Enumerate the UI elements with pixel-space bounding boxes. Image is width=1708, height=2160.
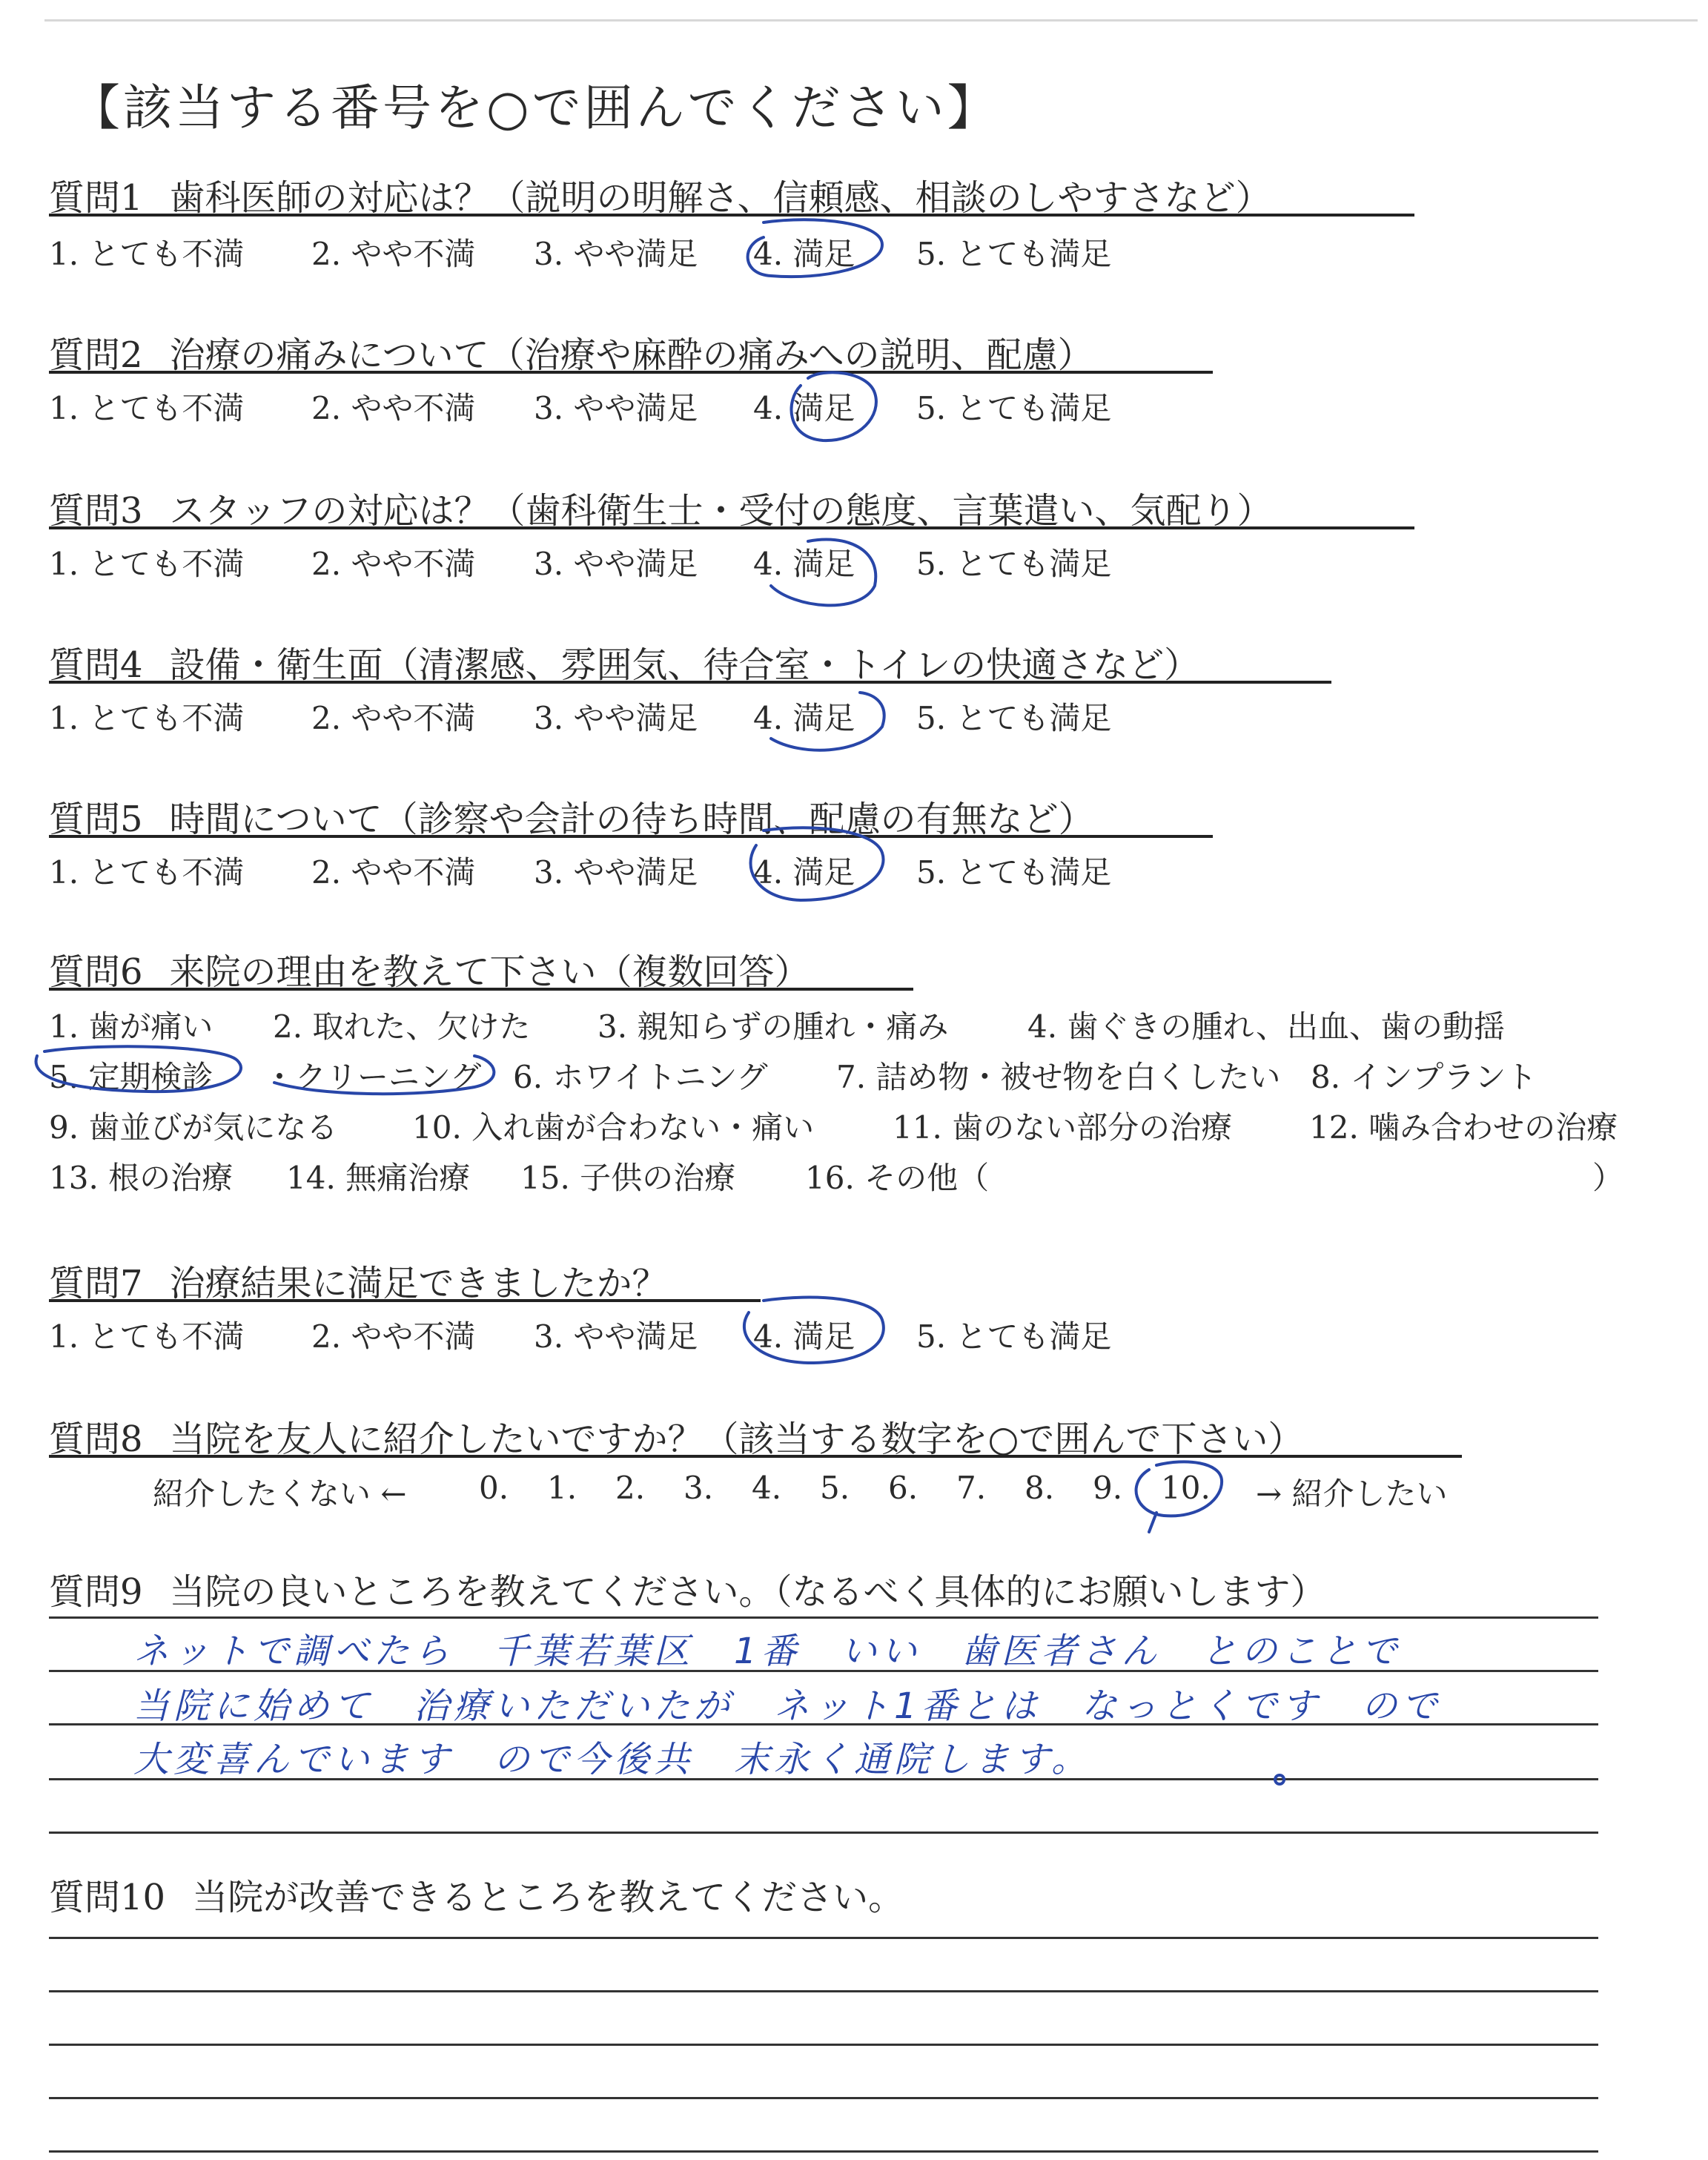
q3-option-2[interactable]: 2. やや不満 <box>311 546 476 582</box>
q7-selection-circle <box>744 1298 884 1363</box>
q7-option-5[interactable]: 5. とても満足 <box>916 1318 1112 1355</box>
q8-low-label: 紹介したくない ← <box>153 1476 407 1512</box>
q8-score-1[interactable]: 1. <box>547 1470 577 1506</box>
q6-item-1[interactable]: 1. 歯が痛い <box>49 1008 214 1045</box>
q7-option-1[interactable]: 1. とても不満 <box>49 1318 245 1355</box>
q8-score-3[interactable]: 3. <box>683 1470 714 1506</box>
q1-option-5[interactable]: 5. とても満足 <box>916 236 1112 272</box>
q8-score-10[interactable]: 10. <box>1161 1470 1211 1506</box>
q2-option-4[interactable]: 4. 満足 <box>753 390 855 426</box>
question-2-text: 治療の痛みについて（治療や麻酔の痛みへの説明、配慮） <box>169 334 1093 376</box>
q6-item-7[interactable]: 7. 詰め物・被せ物を白くしたい <box>836 1059 1281 1095</box>
question-4-text: 設備・衛生面（清潔感、雰囲気、待合室・トイレの快適さなど） <box>169 644 1200 686</box>
question-8-text: 当院を友人に紹介したいですか？（該当する数字を○で囲んで下さい） <box>169 1418 1304 1460</box>
q6-item-4[interactable]: 4. 歯ぐきの腫れ、出血、歯の動揺 <box>1027 1008 1505 1045</box>
q6-item-13[interactable]: 13. 根の治療 <box>49 1160 234 1196</box>
q8-score-6[interactable]: 6. <box>888 1470 918 1506</box>
q3-option-4[interactable]: 4. 満足 <box>753 546 855 582</box>
q4-option-1[interactable]: 1. とても不満 <box>49 700 245 736</box>
q6-item-15[interactable]: 15. 子供の治療 <box>520 1160 736 1196</box>
q6-item-14[interactable]: 14. 無痛治療 <box>286 1160 471 1196</box>
q8-score-8[interactable]: 8. <box>1025 1470 1055 1506</box>
q7-option-4[interactable]: 4. 満足 <box>753 1318 855 1355</box>
q9-answer-line-2: 当院に始めて 治療いただいたが ネット1番とは なっとくです ので <box>133 1685 1442 1727</box>
q9-answer-period <box>1275 1775 1284 1784</box>
q8-high-label: → 紹介したい <box>1256 1476 1448 1512</box>
q6-item-11[interactable]: 11. 歯のない部分の治療 <box>893 1109 1233 1146</box>
q5-option-4[interactable]: 4. 満足 <box>753 854 855 891</box>
q2-option-1[interactable]: 1. とても不満 <box>49 390 245 426</box>
q9-answer-line-3: 大変喜んでいます ので今後共 末永く通院します。 <box>133 1739 1092 1780</box>
q8-score-2[interactable]: 2. <box>615 1470 646 1506</box>
q8-score-9[interactable]: 9. <box>1093 1470 1123 1506</box>
question-8-number: 質問8 <box>49 1418 143 1460</box>
q3-selection-circle <box>771 540 875 606</box>
question-3-text: スタッフの対応は？（歯科衛生士・受付の態度、言葉遣い、気配り） <box>169 490 1273 532</box>
q6-item-10[interactable]: 10. 入れ歯が合わない・痛い <box>412 1109 815 1146</box>
question-9-number: 質問9 <box>49 1571 143 1613</box>
question-5-text: 時間について（診察や会計の待ち時間、配慮の有無など） <box>169 799 1094 840</box>
q3-option-3[interactable]: 3. やや満足 <box>534 546 698 582</box>
page-title: 【該当する番号を○で囲んでください】 <box>71 79 999 136</box>
question-3-number: 質問3 <box>49 490 143 532</box>
q4-option-2[interactable]: 2. やや不満 <box>311 700 476 736</box>
q4-selection-circle <box>771 693 884 750</box>
question-1-number: 質問1 <box>49 177 143 219</box>
question-6-number: 質問6 <box>49 951 143 993</box>
question-5-number: 質問5 <box>49 799 143 840</box>
question-6-text: 来院の理由を教えて下さい（複数回答） <box>169 951 810 993</box>
q4-option-5[interactable]: 5. とても満足 <box>916 700 1112 736</box>
q6-item-16-close: ） <box>1592 1160 1624 1196</box>
q2-option-3[interactable]: 3. やや満足 <box>534 390 698 426</box>
q8-score-5[interactable]: 5. <box>820 1470 850 1506</box>
q5-option-1[interactable]: 1. とても不満 <box>49 854 245 891</box>
q6-item-12[interactable]: 12. 噛み合わせの治療 <box>1309 1109 1618 1146</box>
q2-option-2[interactable]: 2. やや不満 <box>311 390 476 426</box>
question-7-number: 質問7 <box>49 1263 143 1304</box>
q4-option-3[interactable]: 3. やや満足 <box>534 700 698 736</box>
q9-answer-line-1: ネットで調べたら 千葉若葉区 1番 いい 歯医者さん とのことで <box>133 1631 1402 1672</box>
q7-option-2[interactable]: 2. やや不満 <box>311 1318 476 1355</box>
q2-selection-circle <box>792 372 876 440</box>
q1-option-4[interactable]: 4. 満足 <box>753 236 855 272</box>
q6-selection-circle-1 <box>36 1046 241 1091</box>
q6-item-16[interactable]: 16. その他（ <box>805 1160 990 1196</box>
q8-score-4[interactable]: 4. <box>752 1470 782 1506</box>
q2-option-5[interactable]: 5. とても満足 <box>916 390 1112 426</box>
q4-option-4[interactable]: 4. 満足 <box>753 700 855 736</box>
q5-selection-circle <box>751 828 884 900</box>
q1-option-1[interactable]: 1. とても不満 <box>49 236 245 272</box>
q6-item-8[interactable]: 8. インプラント <box>1311 1059 1537 1095</box>
q5-option-5[interactable]: 5. とても満足 <box>916 854 1112 891</box>
q6-item-3[interactable]: 3. 親知らずの腫れ・痛み <box>598 1008 949 1045</box>
question-2-number: 質問2 <box>49 334 143 376</box>
q6-item-6[interactable]: 6. ホワイトニング <box>513 1059 768 1095</box>
q1-selection-circle <box>748 219 882 277</box>
q3-option-1[interactable]: 1. とても不満 <box>49 546 245 582</box>
question-7-text: 治療結果に満足できましたか？ <box>169 1263 668 1304</box>
q8-score-7[interactable]: 7. <box>956 1470 987 1506</box>
q6-item-5b[interactable]: ・クリーニング <box>264 1059 482 1095</box>
q6-item-2[interactable]: 2. 取れた、欠けた <box>273 1008 531 1045</box>
question-1-text: 歯科医師の対応は？（説明の明解さ、信頼感、相談のしやすさなど） <box>169 177 1271 219</box>
q5-option-2[interactable]: 2. やや不満 <box>311 854 476 891</box>
question-4-number: 質問4 <box>49 644 143 686</box>
q6-selection-circle-2 <box>274 1056 494 1094</box>
q1-option-3[interactable]: 3. やや満足 <box>534 236 698 272</box>
q1-option-2[interactable]: 2. やや不満 <box>311 236 476 272</box>
question-10-text: 当院が改善できるところを教えてください。 <box>192 1877 904 1918</box>
q5-option-3[interactable]: 3. やや満足 <box>534 854 698 891</box>
question-9-text: 当院の良いところを教えてください。（なるべく具体的にお願いします） <box>169 1571 1326 1613</box>
q6-item-9[interactable]: 9. 歯並びが気になる <box>49 1109 338 1146</box>
q8-selection-circle <box>1136 1462 1222 1532</box>
q7-option-3[interactable]: 3. やや満足 <box>534 1318 698 1355</box>
q8-score-0[interactable]: 0. <box>479 1470 509 1506</box>
q6-item-5[interactable]: 5. 定期検診 <box>49 1059 214 1095</box>
question-10-number: 質問10 <box>49 1877 166 1918</box>
q3-option-5[interactable]: 5. とても満足 <box>916 546 1112 582</box>
